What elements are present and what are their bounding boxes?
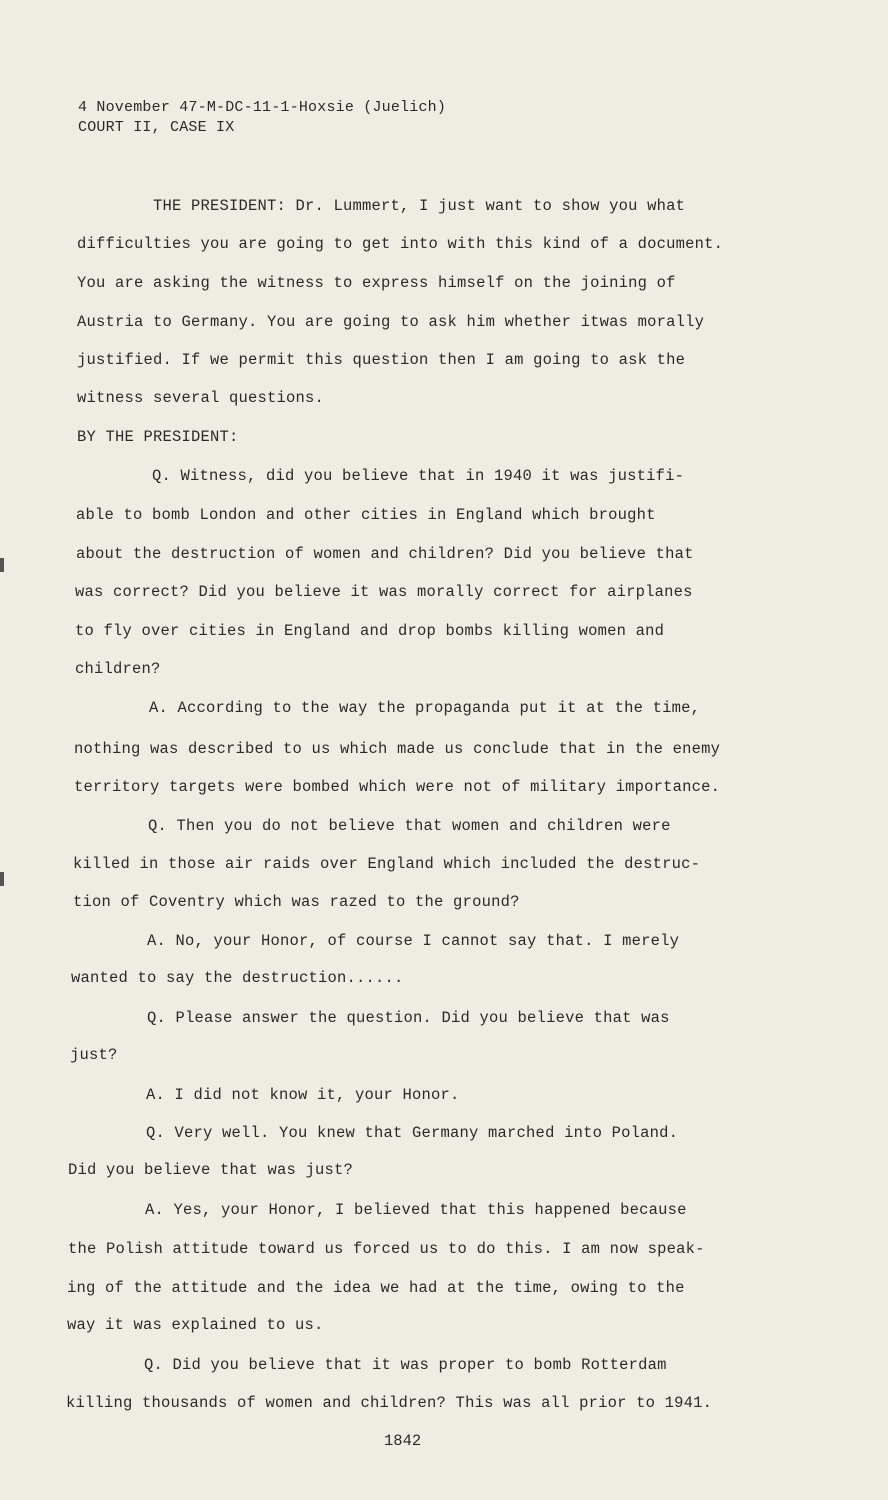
- body-line: You are asking the witness to express himself on the joining of: [77, 274, 676, 292]
- body-line: A. No, your Honor, of course I cannot say that. I merely: [147, 932, 680, 950]
- body-line: A. According to the way the propaganda put it at the time,: [149, 699, 701, 717]
- body-line: able to bomb London and other cities in England which brought: [76, 506, 656, 524]
- body-line: territory targets were bombed which were not of military importance.: [74, 778, 721, 796]
- body-line: THE PRESIDENT: Dr. Lummert, I just want to show you what: [153, 197, 686, 215]
- body-line: Q. Then you do not believe that women and children were: [148, 817, 671, 835]
- scan-edge-mark: [0, 872, 4, 886]
- header-line-1: 4 November 47-M-DC-11-1-Hoxsie (Juelich): [78, 99, 447, 116]
- body-line: was correct? Did you believe it was morally correct for airplanes: [75, 583, 693, 601]
- body-line: the Polish attitude toward us forced us to do this. I am now speak-: [68, 1240, 705, 1258]
- body-line: Q. Please answer the question. Did you believe that was: [147, 1009, 670, 1027]
- body-line: way it was explained to us.: [67, 1316, 324, 1334]
- body-line: difficulties you are going to get into with this kind of a document.: [77, 235, 724, 253]
- body-line: to fly over cities in England and drop bombs killing women and: [75, 622, 665, 640]
- body-line: Q. Did you believe that it was proper to bomb Rotterdam: [144, 1356, 667, 1374]
- body-line: children?: [75, 660, 161, 678]
- body-line: tion of Coventry which was razed to the ground?: [73, 893, 520, 911]
- section-heading: BY THE PRESIDENT:: [77, 428, 239, 446]
- body-line: killing thousands of women and children? This was all prior to 1941.: [66, 1394, 713, 1412]
- body-line: wanted to say the destruction......: [71, 969, 404, 987]
- body-line: Did you believe that was just?: [68, 1161, 354, 1179]
- body-line: about the destruction of women and children? Did you believe that: [76, 545, 694, 563]
- body-line: just?: [70, 1046, 118, 1064]
- body-line: witness several questions.: [77, 389, 325, 407]
- body-line: Austria to Germany. You are going to ask him whether itwas morally: [77, 313, 705, 331]
- body-line: A. Yes, your Honor, I believed that this happened because: [145, 1201, 687, 1219]
- body-line: nothing was described to us which made us conclude that in the enemy: [74, 740, 721, 758]
- header-line-2: COURT II, CASE IX: [78, 119, 235, 136]
- body-line: ing of the attitude and the idea we had at the time, owing to the: [67, 1279, 685, 1297]
- body-line: killed in those air raids over England which included the destruc-: [73, 855, 701, 873]
- body-line: justified. If we permit this question then I am going to ask the: [77, 351, 686, 369]
- page-number: 1842: [384, 1432, 422, 1450]
- body-line: Q. Witness, did you believe that in 1940 it was justifi-: [152, 467, 685, 485]
- scan-edge-mark: [0, 558, 4, 572]
- body-line: Q. Very well. You knew that Germany marched into Poland.: [146, 1124, 679, 1142]
- body-line: A. I did not know it, your Honor.: [146, 1086, 460, 1104]
